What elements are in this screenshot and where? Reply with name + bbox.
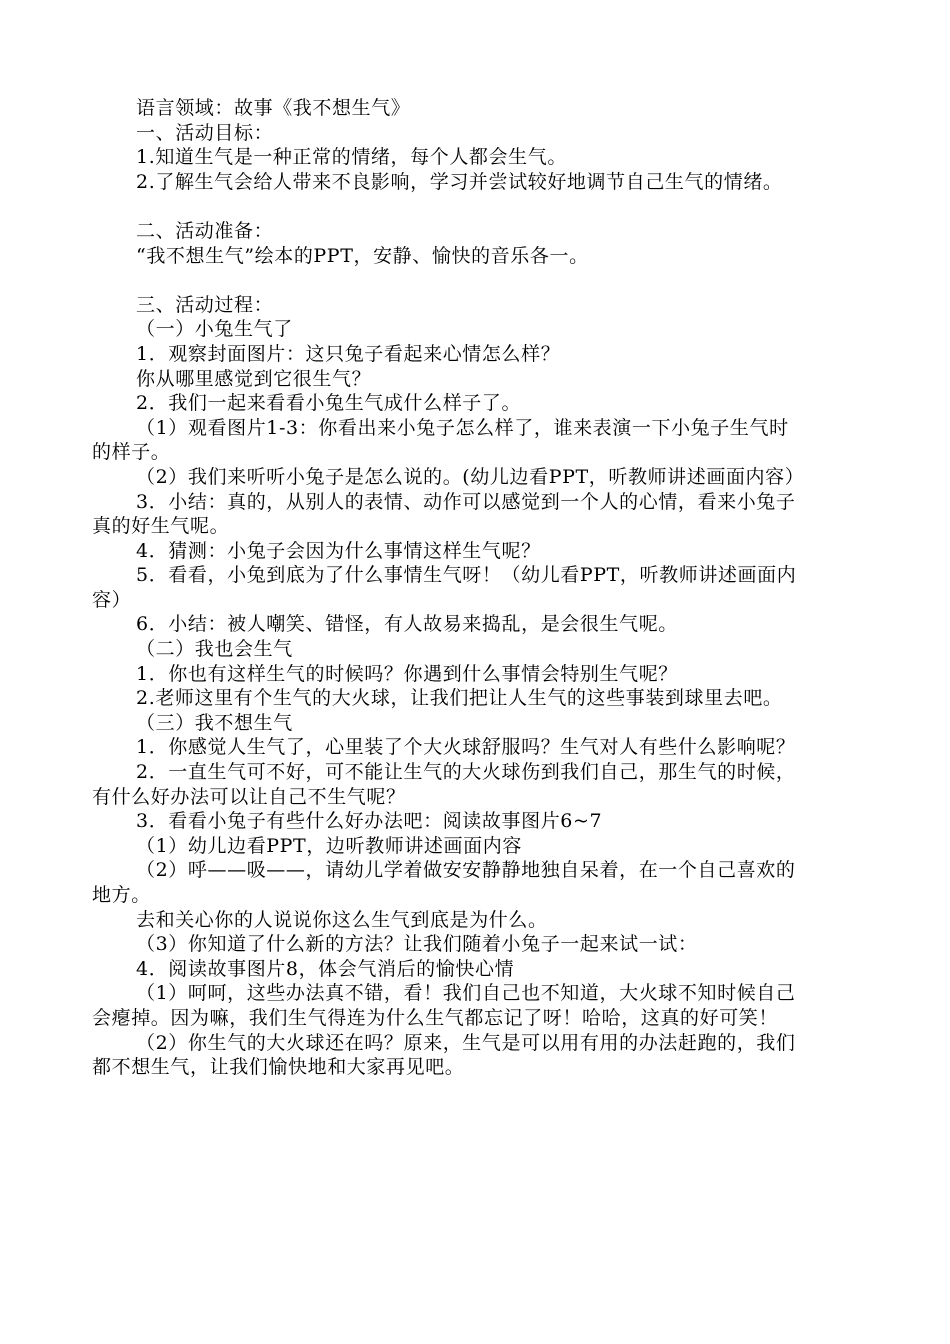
goal-item-2: 2.了解生气会给人带来不良影响，学习并尝试较好地调节自己生气的情绪。 xyxy=(136,170,783,193)
paragraph-line: 你从哪里感觉到它很生气？ xyxy=(136,367,372,390)
paragraph-line: （2）我们来听听小兔子是怎么说的。(幼儿边看PPT，听教师讲述画面内容） xyxy=(136,465,805,488)
paragraph-line: 会瘪掉。因为嘛，我们生气得连为什么生气都忘记了呀！哈哈，这真的好可笑！ xyxy=(92,1006,779,1029)
document-body xyxy=(92,96,872,1080)
paragraph-line: 2．一直生气可不好，可不能让生气的大火球伤到我们自己，那生气的时候， xyxy=(136,761,796,784)
paragraph-line: 容） xyxy=(92,588,132,611)
section-heading-goals: 一、活动目标： xyxy=(136,121,274,144)
paragraph-line: （1）观看图片1-3：你看出来小兔子怎么样了，谁来表演一下小兔子生气时 xyxy=(136,416,789,439)
paragraph-line: 1．你感觉人生气了，心里装了个大火球舒服吗？生气对人有些什么影响呢？ xyxy=(136,736,796,759)
blank-line xyxy=(92,268,872,293)
paragraph-line: （2）呼——吸——，请幼儿学着做安安静静地独自呆着，在一个自己喜欢的 xyxy=(136,859,796,882)
paragraph-line: （1）呵呵，这些办法真不错，看！我们自己也不知道，大火球不知时候自己 xyxy=(136,982,796,1005)
paragraph-line: 去和关心你的人说说你这么生气到底是为什么。 xyxy=(136,908,548,931)
paragraph-line: 1．你也有这样生气的时候吗？你遇到什么事情会特别生气呢？ xyxy=(136,662,678,685)
paragraph-line: 3．看看小兔子有些什么好办法吧：阅读故事图片6~7 xyxy=(136,810,603,833)
part-heading-1: （一）小兔生气了 xyxy=(136,318,293,341)
paragraph-line: 有什么好办法可以让自己不生气呢？ xyxy=(92,785,406,808)
blank-line xyxy=(92,194,872,219)
paragraph-line: 2.老师这里有个生气的大火球，让我们把让人生气的这些事装到球里去吧。 xyxy=(136,687,783,710)
paragraph-line: 5．看看，小兔到底为了什么事情生气呀！（幼儿看PPT，听教师讲述画面内 xyxy=(136,564,797,587)
paragraph-line: 2．我们一起来看看小兔生气成什么样子了。 xyxy=(136,392,522,415)
paragraph-line: 地方。 xyxy=(92,884,151,906)
part-heading-2: （二）我也会生气 xyxy=(136,638,293,661)
section-heading-preparation: 二、活动准备： xyxy=(136,219,274,242)
paragraph-line: 3．小结：真的，从别人的表情、动作可以感觉到一个人的心情，看来小兔子 xyxy=(136,490,796,513)
document-title: 语言领域：故事《我不想生气》 xyxy=(136,97,411,119)
paragraph-line: 真的好生气呢。 xyxy=(92,515,230,538)
paragraph-line: 4．阅读故事图片8，体会气消后的愉快心情 xyxy=(136,957,515,980)
paragraph-line: 都不想生气，让我们愉快地和大家再见吧。 xyxy=(92,1056,465,1079)
paragraph-line: 的样子。 xyxy=(92,441,171,464)
section-heading-process: 三、活动过程： xyxy=(136,293,274,316)
paragraph-line: （1）幼儿边看PPT，边听教师讲述画面内容 xyxy=(136,834,522,857)
paragraph-line: 1．观察封面图片：这只兔子看起来心情怎么样？ xyxy=(136,342,561,365)
paragraph-line: （3）你知道了什么新的方法？让我们随着小兔子一起来试一试： xyxy=(136,933,698,956)
goal-item-1: 1.知道生气是一种正常的情绪，每个人都会生气。 xyxy=(136,146,567,169)
paragraph-line: 4．猜测：小兔子会因为什么事情这样生气呢？ xyxy=(136,539,541,562)
paragraph-line: （2）你生气的大火球还在吗？原来，生气是可以用有用的办法赶跑的，我们 xyxy=(136,1031,796,1054)
preparation-text: “我不想生气”绘本的PPT，安静、愉快的音乐各一。 xyxy=(136,244,589,267)
paragraph-line: 6．小结：被人嘲笑、错怪，有人故易来捣乱，是会很生气呢。 xyxy=(136,613,678,636)
part-heading-3: （三）我不想生气 xyxy=(136,711,293,734)
